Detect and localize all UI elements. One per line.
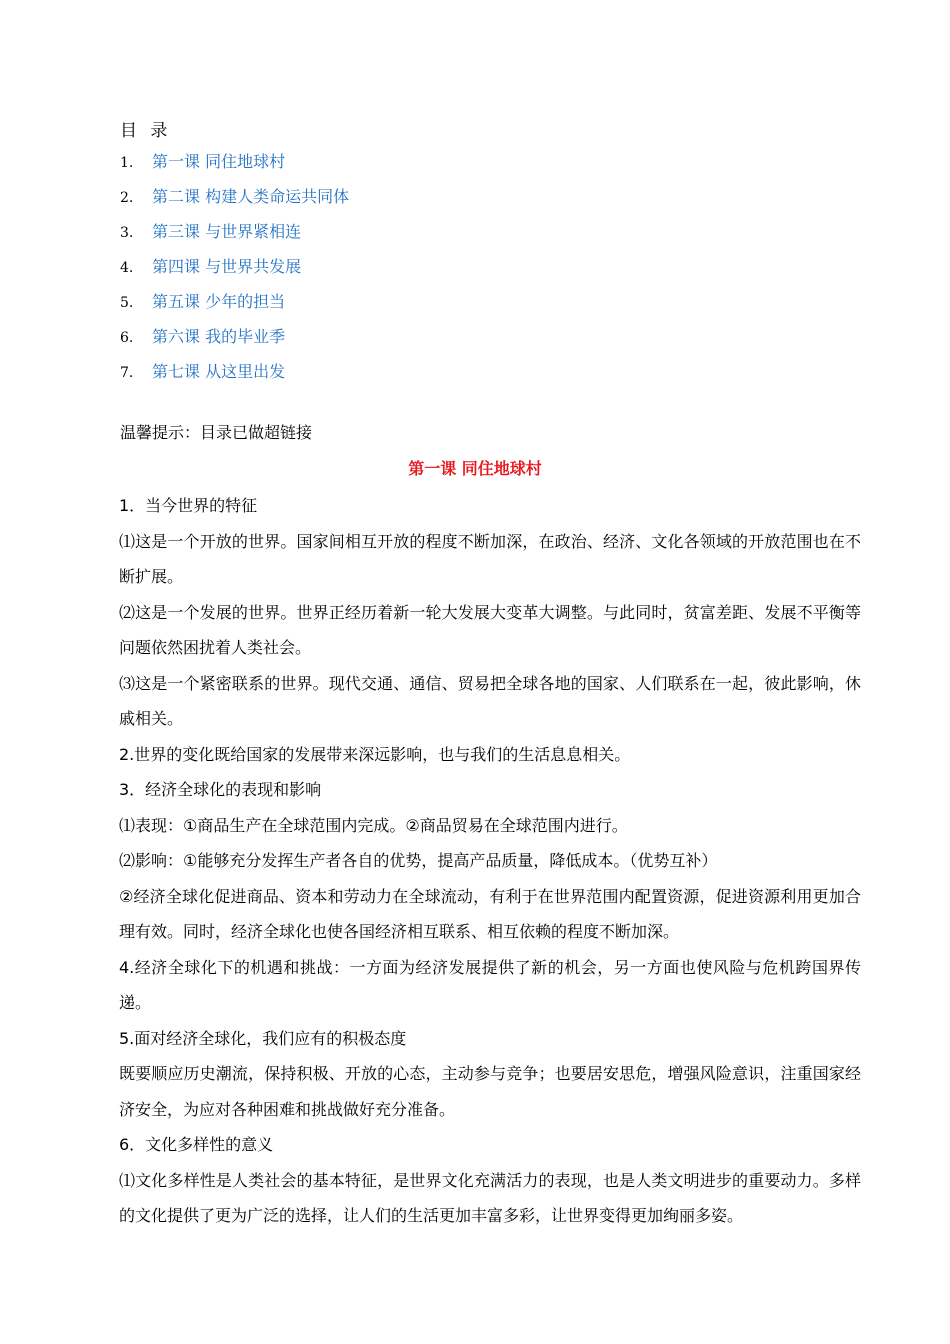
toc-item-number: 6. <box>120 330 134 346</box>
toc-item[interactable] <box>120 253 720 288</box>
lesson-body <box>119 488 861 1234</box>
toc-list <box>120 148 720 393</box>
hyperlink-hint: 温馨提示：目录已做超链接 <box>120 423 313 442</box>
paragraph: 既要顺应历史潮流，保持积极、开放的心态，主动参与竞争；也要居安思危，增强风险意识，注重国家经济安全，为应对各种困难和挑战做好充分准备。 <box>119 1064 861 1119</box>
paragraph: ⑵影响：①能够充分发挥生产者各自的优势，提高产品质量，降低成本。（优势互补） <box>119 851 718 870</box>
toc-link-lesson-6[interactable]: 第六课 我的毕业季 <box>152 327 286 346</box>
paragraph: ⑴表现：①商品生产在全球范围内完成。②商品贸易在全球范围内进行。 <box>119 815 628 835</box>
paragraph: ⑴这是一个开放的世界。国家间相互开放的程度不断加深，在政治、经济、文化各领域的开放范围也在不断扩展。 <box>119 531 861 586</box>
lesson-title: 第一课 同住地球村 <box>408 459 542 478</box>
toc-link-lesson-7[interactable]: 第七课 从这里出发 <box>152 362 286 381</box>
toc-item-number: 4. <box>120 260 134 276</box>
toc-item-number: 1. <box>120 155 134 171</box>
toc-item[interactable] <box>120 323 720 358</box>
toc-item[interactable] <box>120 288 720 323</box>
paragraph: ⑴文化多样性是人类社会的基本特征，是世界文化充满活力的表现，也是人类文明进步的重要动力。多样的文化提供了更为广泛的选择，让人们的生活更加丰富多彩，让世界变得更加绚丽多姿。 <box>119 1170 861 1225</box>
section-heading: 5.面对经济全球化，我们应有的积极态度 <box>119 1028 407 1048</box>
section-heading: 6．文化多样性的意义 <box>119 1135 274 1154</box>
paragraph: ②经济全球化促进商品、资本和劳动力在全球流动，有利于在世界范围内配置资源，促进资源利用更加合理有效。同时，经济全球化也使各国经济相互联系、相互依赖的程度不断加深。 <box>119 886 861 941</box>
paragraph: ⑶这是一个紧密联系的世界。现代交通、通信、贸易把全球各地的国家、人们联系在一起，彼此影响，休戚相关。 <box>119 673 861 728</box>
toc-link-lesson-5[interactable]: 第五课 少年的担当 <box>152 292 286 311</box>
toc-item-number: 2. <box>120 190 134 206</box>
toc-item[interactable] <box>120 358 720 393</box>
toc-item-number: 5. <box>120 295 134 311</box>
paragraph: ⑵这是一个发展的世界。世界正经历着新一轮大发展大变革大调整。与此同时，贫富差距、发展不平衡等问题依然困扰着人类社会。 <box>119 602 861 657</box>
paragraph: 4.经济全球化下的机遇和挑战：一方面为经济发展提供了新的机会，另一方面也使风险与危机跨国界传递。 <box>119 957 861 1012</box>
toc-link-lesson-2[interactable]: 第二课 构建人类命运共同体 <box>152 187 350 206</box>
toc-item-number: 7. <box>120 365 134 381</box>
toc-title: 目 录 <box>120 121 172 141</box>
toc-item[interactable] <box>120 218 720 253</box>
section-heading: 1．当今世界的特征 <box>119 496 258 515</box>
section-heading: 3．经济全球化的表现和影响 <box>119 780 322 799</box>
toc-item-number: 3. <box>120 225 134 241</box>
toc-item[interactable] <box>120 148 720 183</box>
toc-item[interactable] <box>120 183 720 218</box>
paragraph: 2.世界的变化既给国家的发展带来深远影响，也与我们的生活息息相关。 <box>119 744 631 764</box>
toc-link-lesson-4[interactable]: 第四课 与世界共发展 <box>152 257 302 276</box>
toc-link-lesson-3[interactable]: 第三课 与世界紧相连 <box>152 222 302 241</box>
toc-link-lesson-1[interactable]: 第一课 同住地球村 <box>152 152 286 171</box>
